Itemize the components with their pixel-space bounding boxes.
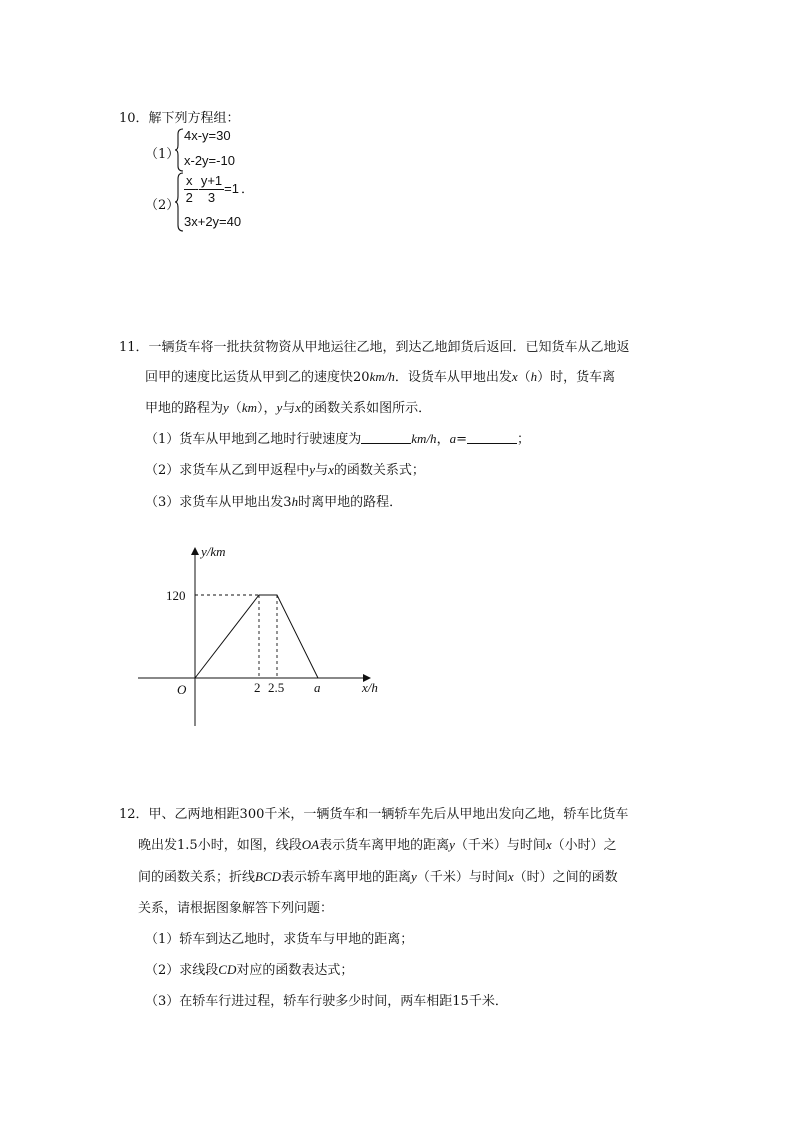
- variable: x: [545, 837, 552, 852]
- text: 间的函数关系；折线: [138, 870, 256, 885]
- text: 晚出发: [138, 838, 178, 853]
- number: 20: [353, 370, 370, 385]
- text: 12．甲、乙两地相距: [119, 807, 240, 822]
- variable: y: [223, 400, 229, 415]
- unit: km/h: [411, 431, 437, 446]
- fraction-denominator: 2: [185, 190, 193, 205]
- variable: a: [449, 431, 457, 446]
- unit: h: [530, 369, 538, 384]
- text: 对应的函数表达式；: [236, 963, 354, 978]
- text: 与: [315, 463, 329, 478]
- x-axis-label: x/h: [362, 680, 378, 695]
- q11-line1: 11．一辆货车将一批扶贫物资从甲地运往乙地，到达乙地卸货后返回．已知货车从乙地返: [119, 340, 630, 355]
- text: ），: [256, 401, 277, 416]
- text: 千米，一辆货车和一辆轿车先后从甲地出发向乙地，轿车比货车: [264, 807, 629, 822]
- y-axis-label: y/km: [201, 544, 226, 559]
- unit: km/h: [369, 369, 395, 384]
- distance-time-graph: [195, 595, 318, 678]
- variable: y: [411, 869, 417, 884]
- text: 与: [282, 401, 296, 416]
- text: （3）求货车从甲地出发: [145, 495, 284, 510]
- equation-rhs: =1: [224, 180, 239, 196]
- text: 表示货车离甲地的距离: [319, 838, 450, 853]
- q10-part2-brace: [174, 172, 184, 232]
- equals: =: [456, 432, 467, 447]
- text: （小时）之: [551, 838, 617, 853]
- fraction-numerator: y+1: [200, 173, 223, 188]
- number: 300: [239, 807, 265, 822]
- text: （: [517, 370, 531, 385]
- text: 甲地的路程为: [145, 401, 224, 416]
- text: 表示轿车离甲地的距离: [281, 870, 412, 885]
- text: 千米．: [468, 994, 508, 1009]
- text: 小时，如图，线段: [197, 838, 302, 853]
- segment-label: CD: [218, 962, 237, 977]
- q12-line2: [138, 834, 617, 853]
- text: （千米）与时间: [454, 838, 546, 853]
- fraction-numerator: x: [186, 173, 193, 188]
- text: （2）求线段: [145, 963, 219, 978]
- x-tick-2-5: 2.5: [268, 680, 285, 695]
- text: ；: [516, 432, 530, 447]
- variable: y: [276, 400, 283, 415]
- text: （千米）与时间: [416, 870, 508, 885]
- q12-sub3: [145, 990, 508, 1009]
- number: 3: [283, 495, 292, 510]
- variable: y: [449, 837, 455, 852]
- y-tick-120: 120: [166, 588, 186, 603]
- text: （时）之间的函数: [513, 870, 618, 885]
- q11-sub3: [145, 491, 402, 510]
- text: 时离甲地的路程．: [298, 495, 403, 510]
- q10-part1-brace: [174, 128, 184, 172]
- variable: y: [309, 462, 316, 477]
- polyline-label: BCD: [255, 869, 282, 884]
- text: ，: [436, 432, 450, 447]
- minus-sign: -: [194, 180, 199, 196]
- text: （1）货车从甲地到乙地时行驶速度为: [145, 432, 362, 447]
- q11-sub1: [145, 428, 530, 447]
- answer-blank[interactable]: [361, 431, 411, 444]
- q11-graph: [130, 540, 390, 732]
- text: ．设货车从甲地出发: [394, 370, 512, 385]
- fraction-x-over-2: [184, 173, 195, 206]
- q10-part1-eq1: 4x-y=30: [184, 128, 231, 143]
- period: ．: [241, 180, 255, 196]
- variable: x: [511, 369, 518, 384]
- text: 的函数关系如图所示．: [301, 401, 432, 416]
- text: （: [228, 401, 242, 416]
- q12-sub2: [145, 959, 353, 978]
- q12-sub1: （1）轿车到达乙地时，求货车与甲地的距离；: [145, 932, 414, 947]
- variable: x: [328, 462, 334, 477]
- q11-sub2: [145, 459, 425, 478]
- q10-title: 10．解下列方程组：: [119, 111, 240, 126]
- text: 回甲的速度比运货从甲到乙的速度快: [145, 370, 354, 385]
- fraction-y1-over-3: [199, 173, 224, 206]
- text: ）时，货车离: [537, 370, 616, 385]
- segment-label: OA: [301, 837, 320, 852]
- x-tick-2: 2: [254, 680, 261, 695]
- q12-line1: [119, 803, 628, 822]
- variable: x: [507, 869, 514, 884]
- text: 的函数关系式；: [333, 463, 425, 478]
- unit: h: [291, 494, 299, 509]
- fraction-denominator: 3: [207, 190, 216, 205]
- number: 1.5: [177, 838, 198, 853]
- variable: x: [295, 400, 302, 415]
- q10-part1-label: （1）: [145, 147, 180, 162]
- origin-label: O: [177, 682, 187, 697]
- x-tick-a: a: [314, 680, 321, 695]
- q10-part2-eq2: 3x+2y=40: [184, 214, 242, 229]
- unit: km: [241, 400, 257, 415]
- text: （2）求货车从乙到甲返程中: [145, 463, 310, 478]
- answer-blank[interactable]: [467, 431, 517, 444]
- text: （3）在轿车行进过程，轿车行驶多少时间，两车相距: [145, 994, 453, 1009]
- q10-part2-eq1: [184, 173, 254, 206]
- q10-part2-label: （2）: [145, 198, 180, 213]
- number: 15: [452, 994, 469, 1009]
- q11-line3: [145, 397, 431, 416]
- q12-line3: [138, 866, 618, 885]
- q10-part1-eq2: x-2y=-10: [184, 153, 235, 168]
- q11-line2: [145, 366, 615, 385]
- q12-line4: 关系，请根据图象解答下列问题：: [138, 901, 334, 916]
